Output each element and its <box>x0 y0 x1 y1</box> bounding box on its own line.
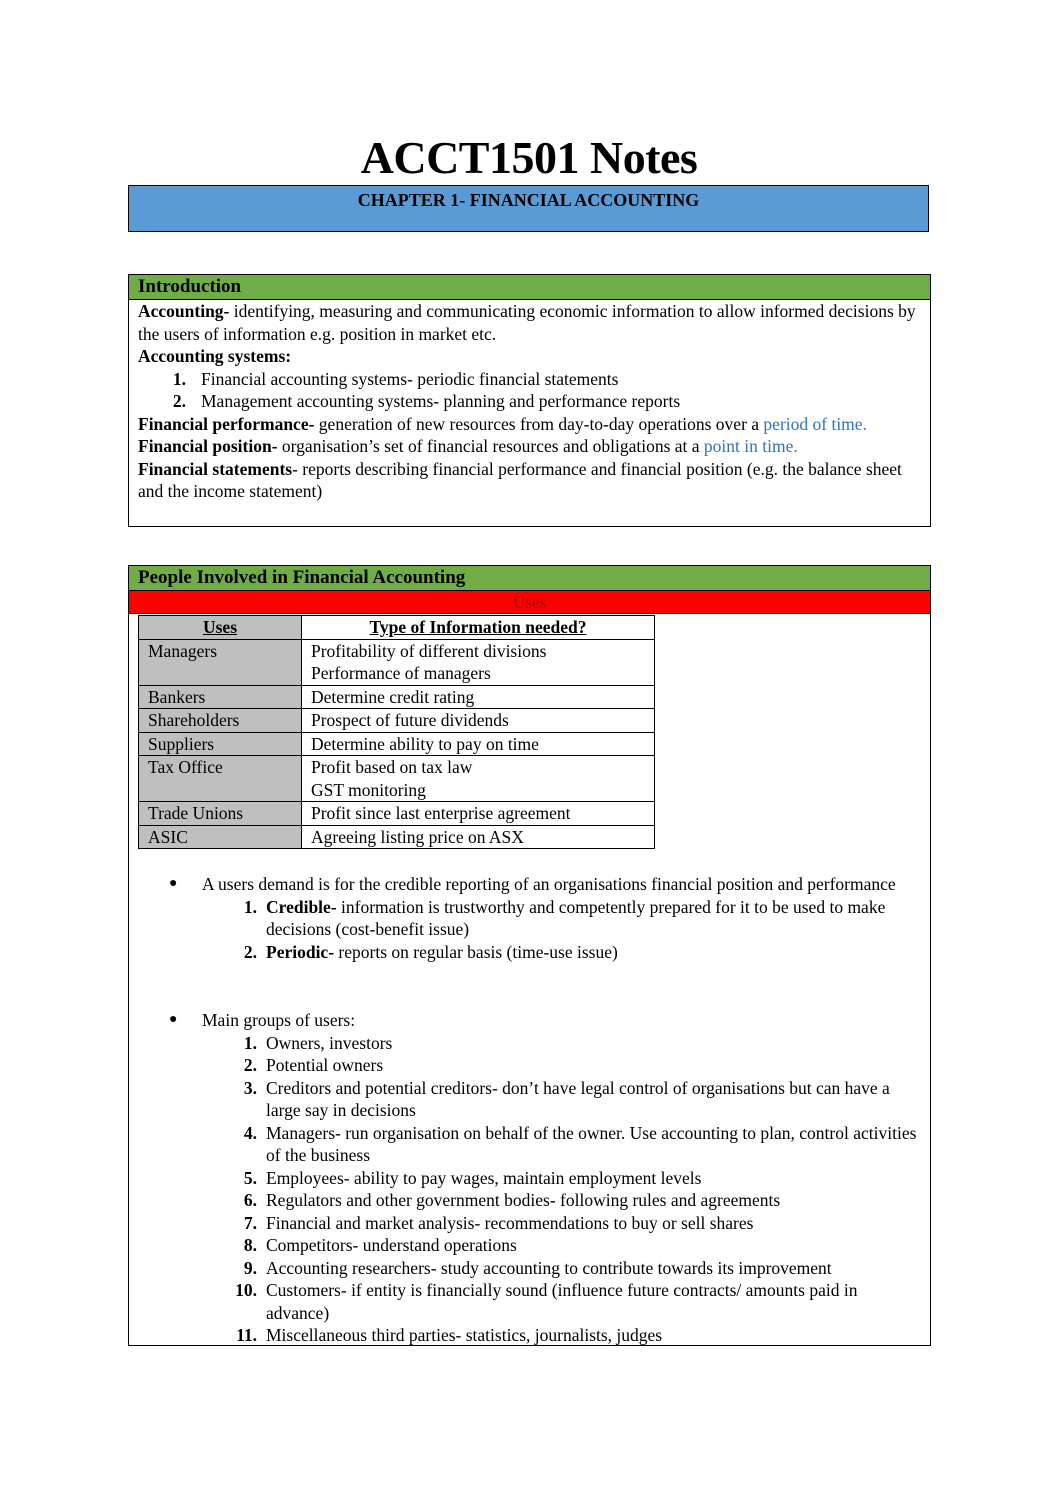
info-cell <box>302 709 655 733</box>
user-cell: ASIC <box>139 825 302 849</box>
page-title: ACCT1501 Notes <box>360 132 698 183</box>
list-text: Creditors and potential creditors- don’t have legal control of organisations but can have a large say in decisions <box>266 1077 890 1120</box>
list-number: 3. <box>243 1077 257 1098</box>
info-line: GST monitoring <box>311 779 426 800</box>
info-cell <box>302 685 655 709</box>
info-line: Profit since last enterprise agreement <box>311 803 571 823</box>
chapter-heading: CHAPTER 1- FINANCIAL ACCOUNTING <box>128 185 929 232</box>
table-row <box>139 825 655 849</box>
info-cell <box>302 639 655 685</box>
list-item <box>129 1032 919 1055</box>
list-item <box>129 1189 919 1212</box>
list-item <box>138 368 921 391</box>
list-number: 1. <box>172 368 186 389</box>
list-item <box>129 1234 919 1257</box>
list-item <box>129 1324 919 1347</box>
info-cell <box>302 732 655 756</box>
user-cell: Managers <box>139 639 302 685</box>
list-item <box>129 1167 919 1190</box>
list-item <box>129 896 919 941</box>
uses-bar: Uses <box>129 591 930 614</box>
bullet2-list <box>129 1032 919 1347</box>
list-number: 9. <box>243 1257 257 1278</box>
info-line: Performance of managers <box>311 663 491 683</box>
list-term: Periodic- <box>266 941 335 962</box>
list-number: 1. <box>243 1032 257 1053</box>
introduction-content <box>129 300 930 503</box>
accounting-term: Accounting- <box>138 301 230 321</box>
table-header-row <box>139 616 655 640</box>
list-text: Regulators and other government bodies- following rules and agreements <box>266 1190 781 1210</box>
list-number: 6. <box>243 1190 257 1210</box>
list-number: 7. <box>243 1212 257 1233</box>
table-row <box>139 639 655 685</box>
list-item <box>129 1212 919 1235</box>
info-line: Agreeing listing price on ASX <box>311 826 524 847</box>
table-row <box>139 756 655 802</box>
list-number: 1. <box>243 896 257 917</box>
list-term: Credible- <box>266 896 337 917</box>
statements-definition: Financial statements- reports describing financial performance and financial position (e.g. the balance sheet and the income statement) <box>138 458 902 501</box>
list-item <box>129 1122 919 1167</box>
list-text: Financial accounting systems- periodic financial statements <box>201 368 619 389</box>
list-item <box>129 941 919 964</box>
people-heading: People Involved in Financial Accounting <box>129 566 930 591</box>
list-text: Customers- if entity is financially sound (influence future contracts/ amounts paid in advance) <box>266 1280 858 1323</box>
user-cell: Bankers <box>139 685 302 709</box>
user-cell: Trade Unions <box>139 802 302 826</box>
list-text: reports on regular basis (time-use issue) <box>334 941 618 962</box>
table-row <box>139 732 655 756</box>
bullet-main-groups: ● Main groups of users: 1. Owners, investors 2. Potential owners 3. Creditors and potential creditors- don’t have legal control of organisations but can have a large say in decisions 4. Managers- run organisation on behalf of the owner. Use accounting to plan, control activities of the business 5. Employees- ability to pay wages, maintain employment levels 6. Regulators and other government bodies- following rules and agreements 7. Financial and market analysis- recommendations to buy or sell shares 8. Competitors- understand operations 9. Accounting researchers- study accounting to contribute towards its improvement 10. Customers- if entity is financially sound (influence future contracts/ amounts paid in advance) 11. Miscellaneous third parties- statistics, journalists, judges <box>129 1009 919 1347</box>
list-number: 4. <box>243 1122 257 1143</box>
list-number: 2. <box>243 1055 257 1075</box>
list-number: 8. <box>243 1235 257 1255</box>
bullet-credible-reporting: ● A users demand is for the credible reporting of an organisations financial position and performance 1. Credible- information is trustworthy and competently prepared for it to be used to make decisions (cost-benefit issue) 2. Periodic- reports on regular basis (time-use issue) <box>129 873 919 963</box>
list-item <box>129 1077 919 1122</box>
column-header-info: Type of Information needed? <box>302 616 655 640</box>
info-cell <box>302 756 655 802</box>
info-line: Determine credit rating <box>311 686 475 707</box>
accounting-definition: Accounting- identifying, measuring and communicating economic information to allow informed decisions by the users of information e.g. position in market etc. <box>138 301 916 344</box>
position-definition: Financial position- organisation’s set of financial resources and obligations at a point in time. <box>138 436 798 456</box>
people-section <box>128 565 931 1346</box>
info-line: Prospect of future dividends <box>311 710 509 730</box>
users-table <box>138 615 655 849</box>
table-row <box>139 685 655 709</box>
info-line: Profit based on tax law <box>311 757 473 777</box>
info-line: Profitability of different divisions <box>311 640 547 661</box>
list-text: Competitors- understand operations <box>266 1235 517 1255</box>
info-cell <box>302 825 655 849</box>
list-text: Management accounting systems- planning and performance reports <box>201 391 681 411</box>
table-row <box>139 709 655 733</box>
column-header-uses: Uses <box>139 616 302 640</box>
list-item <box>129 1279 919 1324</box>
introduction-heading: Introduction <box>129 275 930 300</box>
performance-definition: Financial performance- generation of new resources from day-to-day operations over a period of time. <box>138 413 867 434</box>
list-text: Accounting researchers- study accounting to contribute towards its improvement <box>266 1257 832 1278</box>
list-number: 2. <box>243 941 257 962</box>
list-item <box>138 390 921 413</box>
systems-heading: Accounting systems: <box>138 346 292 366</box>
list-text: Employees- ability to pay wages, maintain employment levels <box>266 1167 702 1188</box>
list-text: information is trustworthy and competently prepared for it to be used to make decisions (cost-benefit issue) <box>266 896 886 939</box>
list-text: Potential owners <box>266 1055 384 1075</box>
bullet-icon: ● <box>169 876 178 891</box>
list-number: 2. <box>172 391 186 411</box>
user-cell: Tax Office <box>139 756 302 802</box>
systems-list <box>138 368 921 413</box>
bullet-icon: ● <box>169 1012 178 1027</box>
info-line: Determine ability to pay on time <box>311 733 539 754</box>
introduction-section <box>128 274 931 527</box>
list-text: Financial and market analysis- recommendations to buy or sell shares <box>266 1212 754 1233</box>
list-text: Miscellaneous third parties- statistics, journalists, judges <box>266 1325 663 1345</box>
user-cell: Suppliers <box>139 732 302 756</box>
bullet1-list <box>129 896 919 964</box>
info-cell <box>302 802 655 826</box>
table-row <box>139 802 655 826</box>
list-number: 5. <box>243 1167 257 1188</box>
users-table-body <box>139 639 655 849</box>
list-text: Managers- run organisation on behalf of the owner. Use accounting to plan, control activities of the business <box>266 1122 917 1165</box>
list-number: 11. <box>236 1325 257 1345</box>
list-number: 10. <box>235 1280 257 1300</box>
user-cell: Shareholders <box>139 709 302 733</box>
list-item <box>129 1257 919 1280</box>
list-item <box>129 1054 919 1077</box>
list-text: Owners, investors <box>266 1032 393 1053</box>
